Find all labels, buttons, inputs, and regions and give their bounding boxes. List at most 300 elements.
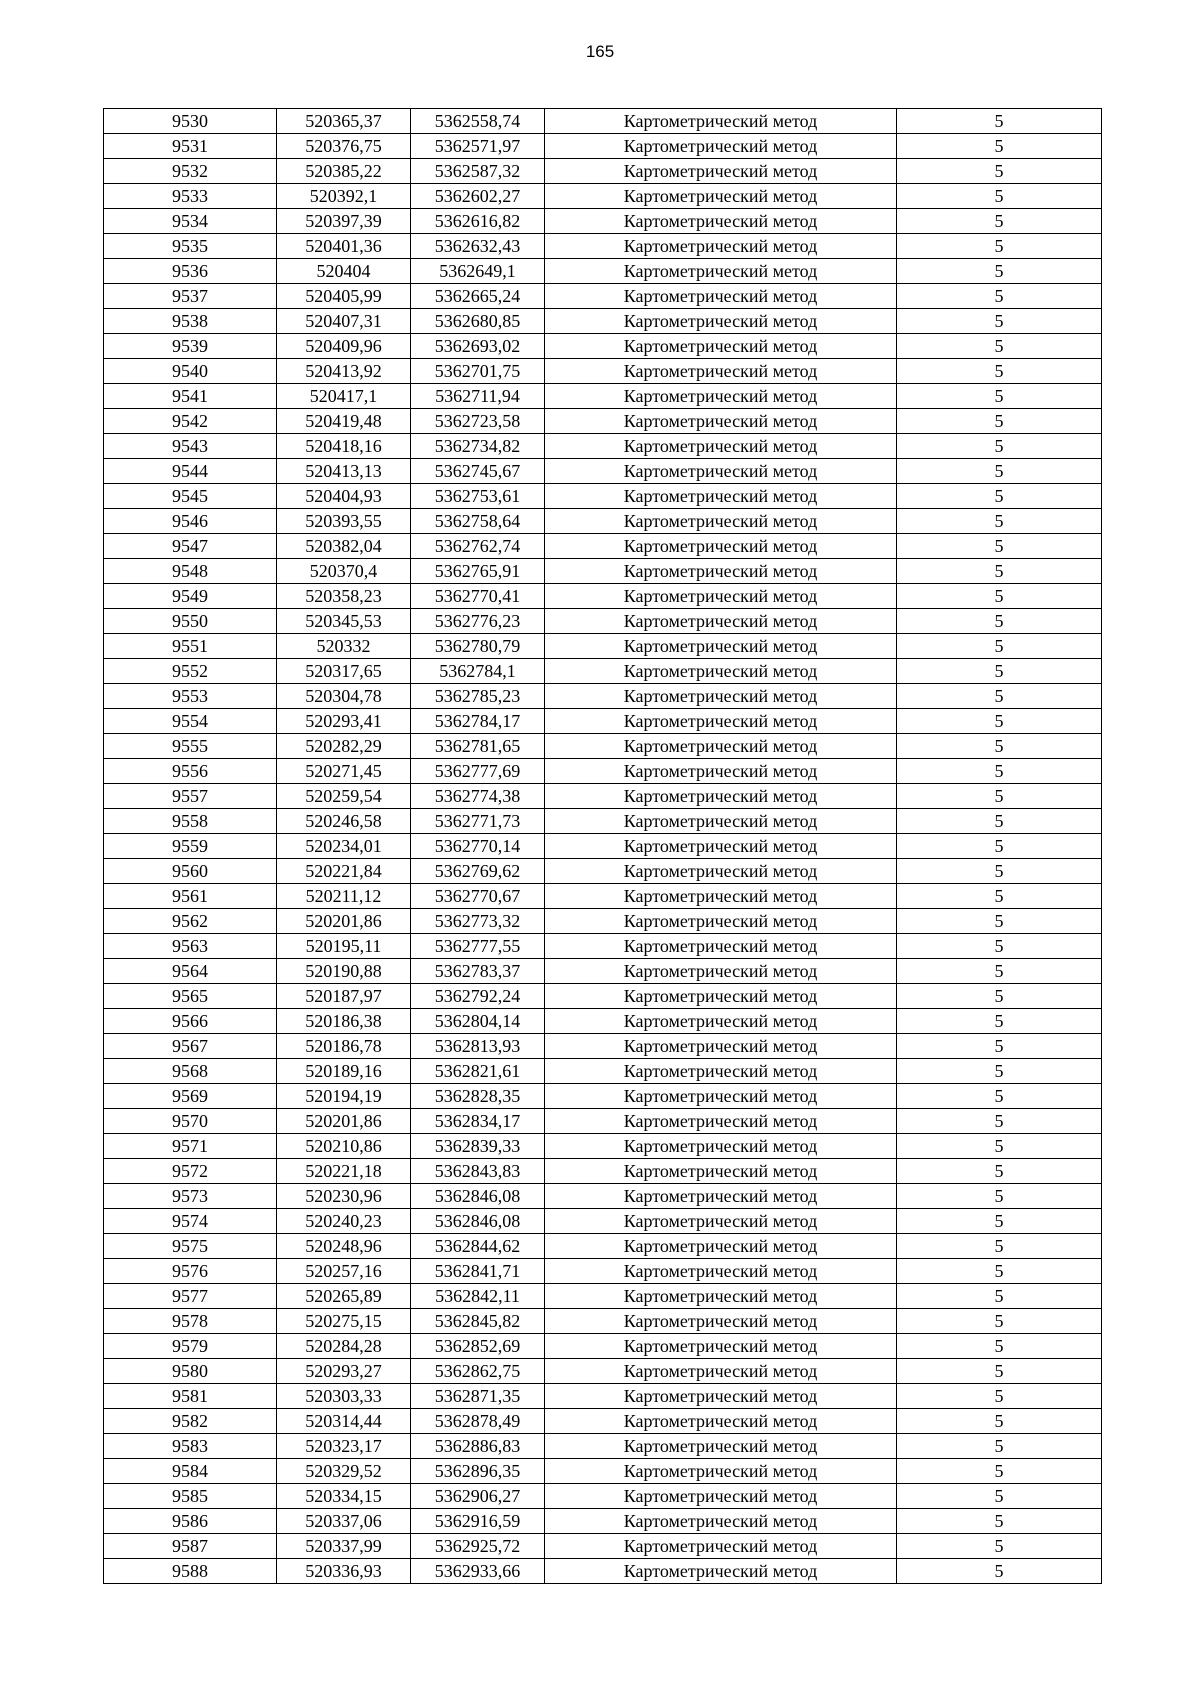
point-number-cell: 9566: [104, 1009, 277, 1034]
x-coordinate-cell: 520334,15: [277, 1484, 411, 1509]
y-coordinate-cell: 5362783,37: [411, 959, 545, 984]
accuracy-cell: 5: [897, 634, 1102, 659]
coordinates-table: [103, 108, 1102, 1584]
x-coordinate-cell: 520407,31: [277, 309, 411, 334]
x-coordinate-cell: 520303,33: [277, 1384, 411, 1409]
table-row: [104, 834, 1102, 859]
y-coordinate-cell: 5362925,72: [411, 1534, 545, 1559]
table-row: [104, 134, 1102, 159]
table-row: [104, 234, 1102, 259]
y-coordinate-cell: 5362842,11: [411, 1284, 545, 1309]
method-cell: Картометрический метод: [545, 309, 897, 334]
accuracy-cell: 5: [897, 1284, 1102, 1309]
accuracy-cell: 5: [897, 1159, 1102, 1184]
table-row: [104, 509, 1102, 534]
point-number-cell: 9583: [104, 1434, 277, 1459]
point-number-cell: 9560: [104, 859, 277, 884]
accuracy-cell: 5: [897, 659, 1102, 684]
table-row: [104, 534, 1102, 559]
accuracy-cell: 5: [897, 859, 1102, 884]
point-number-cell: 9539: [104, 334, 277, 359]
table-row: [104, 159, 1102, 184]
x-coordinate-cell: 520259,54: [277, 784, 411, 809]
accuracy-cell: 5: [897, 1384, 1102, 1409]
table-row: [104, 1434, 1102, 1459]
point-number-cell: 9554: [104, 709, 277, 734]
point-number-cell: 9536: [104, 259, 277, 284]
table-row: [104, 1384, 1102, 1409]
accuracy-cell: 5: [897, 909, 1102, 934]
table-row: [104, 1234, 1102, 1259]
point-number-cell: 9576: [104, 1259, 277, 1284]
method-cell: Картометрический метод: [545, 1109, 897, 1134]
table-row: [104, 609, 1102, 634]
method-cell: Картометрический метод: [545, 1534, 897, 1559]
point-number-cell: 9533: [104, 184, 277, 209]
x-coordinate-cell: 520195,11: [277, 934, 411, 959]
table-row: [104, 284, 1102, 309]
accuracy-cell: 5: [897, 809, 1102, 834]
y-coordinate-cell: 5362896,35: [411, 1459, 545, 1484]
accuracy-cell: 5: [897, 734, 1102, 759]
accuracy-cell: 5: [897, 934, 1102, 959]
point-number-cell: 9563: [104, 934, 277, 959]
point-number-cell: 9565: [104, 984, 277, 1009]
accuracy-cell: 5: [897, 1109, 1102, 1134]
x-coordinate-cell: 520275,15: [277, 1309, 411, 1334]
method-cell: Картометрический метод: [545, 1484, 897, 1509]
table-row: [104, 909, 1102, 934]
point-number-cell: 9549: [104, 584, 277, 609]
y-coordinate-cell: 5362906,27: [411, 1484, 545, 1509]
x-coordinate-cell: 520246,58: [277, 809, 411, 834]
x-coordinate-cell: 520329,52: [277, 1459, 411, 1484]
y-coordinate-cell: 5362745,67: [411, 459, 545, 484]
point-number-cell: 9558: [104, 809, 277, 834]
point-number-cell: 9584: [104, 1459, 277, 1484]
x-coordinate-cell: 520413,92: [277, 359, 411, 384]
table-row: [104, 384, 1102, 409]
y-coordinate-cell: 5362846,08: [411, 1184, 545, 1209]
point-number-cell: 9544: [104, 459, 277, 484]
accuracy-cell: 5: [897, 1534, 1102, 1559]
method-cell: Картометрический метод: [545, 1409, 897, 1434]
table-row: [104, 1109, 1102, 1134]
method-cell: Картометрический метод: [545, 734, 897, 759]
method-cell: Картометрический метод: [545, 559, 897, 584]
method-cell: Картометрический метод: [545, 134, 897, 159]
y-coordinate-cell: 5362680,85: [411, 309, 545, 334]
accuracy-cell: 5: [897, 109, 1102, 134]
table-row: [104, 684, 1102, 709]
x-coordinate-cell: 520409,96: [277, 334, 411, 359]
y-coordinate-cell: 5362571,97: [411, 134, 545, 159]
table-row: [104, 309, 1102, 334]
accuracy-cell: 5: [897, 1009, 1102, 1034]
x-coordinate-cell: 520257,16: [277, 1259, 411, 1284]
accuracy-cell: 5: [897, 334, 1102, 359]
table-row: [104, 434, 1102, 459]
point-number-cell: 9531: [104, 134, 277, 159]
x-coordinate-cell: 520337,06: [277, 1509, 411, 1534]
method-cell: Картометрический метод: [545, 259, 897, 284]
accuracy-cell: 5: [897, 259, 1102, 284]
method-cell: Картометрический метод: [545, 609, 897, 634]
table-row: [104, 1209, 1102, 1234]
x-coordinate-cell: 520314,44: [277, 1409, 411, 1434]
point-number-cell: 9556: [104, 759, 277, 784]
accuracy-cell: 5: [897, 1259, 1102, 1284]
x-coordinate-cell: 520210,86: [277, 1134, 411, 1159]
x-coordinate-cell: 520404,93: [277, 484, 411, 509]
y-coordinate-cell: 5362781,65: [411, 734, 545, 759]
coordinates-table-body: [104, 109, 1102, 1584]
point-number-cell: 9545: [104, 484, 277, 509]
accuracy-cell: 5: [897, 984, 1102, 1009]
accuracy-cell: 5: [897, 709, 1102, 734]
y-coordinate-cell: 5362777,55: [411, 934, 545, 959]
y-coordinate-cell: 5362834,17: [411, 1109, 545, 1134]
method-cell: Картометрический метод: [545, 1259, 897, 1284]
x-coordinate-cell: 520189,16: [277, 1059, 411, 1084]
point-number-cell: 9553: [104, 684, 277, 709]
y-coordinate-cell: 5362843,83: [411, 1159, 545, 1184]
accuracy-cell: 5: [897, 1334, 1102, 1359]
accuracy-cell: 5: [897, 1509, 1102, 1534]
method-cell: Картометрический метод: [545, 234, 897, 259]
x-coordinate-cell: 520323,17: [277, 1434, 411, 1459]
y-coordinate-cell: 5362769,62: [411, 859, 545, 884]
method-cell: Картометрический метод: [545, 884, 897, 909]
y-coordinate-cell: 5362616,82: [411, 209, 545, 234]
table-row: [104, 409, 1102, 434]
method-cell: Картометрический метод: [545, 1359, 897, 1384]
y-coordinate-cell: 5362602,27: [411, 184, 545, 209]
y-coordinate-cell: 5362758,64: [411, 509, 545, 534]
table-row: [104, 1059, 1102, 1084]
y-coordinate-cell: 5362776,23: [411, 609, 545, 634]
table-row: [104, 1009, 1102, 1034]
y-coordinate-cell: 5362770,14: [411, 834, 545, 859]
method-cell: Картометрический метод: [545, 159, 897, 184]
x-coordinate-cell: 520417,1: [277, 384, 411, 409]
method-cell: Картометрический метод: [545, 434, 897, 459]
x-coordinate-cell: 520230,96: [277, 1184, 411, 1209]
point-number-cell: 9530: [104, 109, 277, 134]
y-coordinate-cell: 5362792,24: [411, 984, 545, 1009]
y-coordinate-cell: 5362770,41: [411, 584, 545, 609]
y-coordinate-cell: 5362916,59: [411, 1509, 545, 1534]
x-coordinate-cell: 520376,75: [277, 134, 411, 159]
method-cell: Картометрический метод: [545, 784, 897, 809]
table-row: [104, 1409, 1102, 1434]
table-row: [104, 984, 1102, 1009]
method-cell: Картометрический метод: [545, 1184, 897, 1209]
x-coordinate-cell: 520317,65: [277, 659, 411, 684]
y-coordinate-cell: 5362765,91: [411, 559, 545, 584]
x-coordinate-cell: 520186,78: [277, 1034, 411, 1059]
table-row: [104, 659, 1102, 684]
x-coordinate-cell: 520186,38: [277, 1009, 411, 1034]
y-coordinate-cell: 5362839,33: [411, 1134, 545, 1159]
table-row: [104, 959, 1102, 984]
method-cell: Картометрический метод: [545, 934, 897, 959]
accuracy-cell: 5: [897, 1059, 1102, 1084]
accuracy-cell: 5: [897, 1559, 1102, 1584]
x-coordinate-cell: 520194,19: [277, 1084, 411, 1109]
method-cell: Картометрический метод: [545, 584, 897, 609]
method-cell: Картометрический метод: [545, 509, 897, 534]
y-coordinate-cell: 5362770,67: [411, 884, 545, 909]
method-cell: Картометрический метод: [545, 834, 897, 859]
point-number-cell: 9535: [104, 234, 277, 259]
accuracy-cell: 5: [897, 609, 1102, 634]
table-row: [104, 859, 1102, 884]
point-number-cell: 9574: [104, 1209, 277, 1234]
table-row: [104, 1284, 1102, 1309]
accuracy-cell: 5: [897, 684, 1102, 709]
point-number-cell: 9557: [104, 784, 277, 809]
point-number-cell: 9541: [104, 384, 277, 409]
point-number-cell: 9555: [104, 734, 277, 759]
accuracy-cell: 5: [897, 784, 1102, 809]
x-coordinate-cell: 520293,41: [277, 709, 411, 734]
x-coordinate-cell: 520345,53: [277, 609, 411, 634]
table-row: [104, 259, 1102, 284]
point-number-cell: 9586: [104, 1509, 277, 1534]
point-number-cell: 9571: [104, 1134, 277, 1159]
table-row: [104, 1334, 1102, 1359]
x-coordinate-cell: 520401,36: [277, 234, 411, 259]
y-coordinate-cell: 5362632,43: [411, 234, 545, 259]
method-cell: Картометрический метод: [545, 1459, 897, 1484]
x-coordinate-cell: 520248,96: [277, 1234, 411, 1259]
accuracy-cell: 5: [897, 434, 1102, 459]
point-number-cell: 9570: [104, 1109, 277, 1134]
y-coordinate-cell: 5362665,24: [411, 284, 545, 309]
point-number-cell: 9534: [104, 209, 277, 234]
y-coordinate-cell: 5362649,1: [411, 259, 545, 284]
accuracy-cell: 5: [897, 584, 1102, 609]
table-row: [104, 1559, 1102, 1584]
point-number-cell: 9561: [104, 884, 277, 909]
table-row: [104, 634, 1102, 659]
accuracy-cell: 5: [897, 1134, 1102, 1159]
x-coordinate-cell: 520337,99: [277, 1534, 411, 1559]
y-coordinate-cell: 5362711,94: [411, 384, 545, 409]
table-row: [104, 1134, 1102, 1159]
y-coordinate-cell: 5362828,35: [411, 1084, 545, 1109]
table-row: [104, 484, 1102, 509]
point-number-cell: 9550: [104, 609, 277, 634]
page-number: 165: [585, 42, 615, 61]
table-row: [104, 584, 1102, 609]
table-row: [104, 1159, 1102, 1184]
point-number-cell: 9587: [104, 1534, 277, 1559]
accuracy-cell: 5: [897, 184, 1102, 209]
point-number-cell: 9582: [104, 1409, 277, 1434]
y-coordinate-cell: 5362785,23: [411, 684, 545, 709]
table-row: [104, 1484, 1102, 1509]
x-coordinate-cell: 520187,97: [277, 984, 411, 1009]
accuracy-cell: 5: [897, 959, 1102, 984]
x-coordinate-cell: 520282,29: [277, 734, 411, 759]
method-cell: Картометрический метод: [545, 634, 897, 659]
table-row: [104, 884, 1102, 909]
point-number-cell: 9568: [104, 1059, 277, 1084]
method-cell: Картометрический метод: [545, 184, 897, 209]
accuracy-cell: 5: [897, 534, 1102, 559]
accuracy-cell: 5: [897, 1409, 1102, 1434]
x-coordinate-cell: 520419,48: [277, 409, 411, 434]
y-coordinate-cell: 5362771,73: [411, 809, 545, 834]
x-coordinate-cell: 520336,93: [277, 1559, 411, 1584]
point-number-cell: 9547: [104, 534, 277, 559]
method-cell: Картометрический метод: [545, 809, 897, 834]
accuracy-cell: 5: [897, 509, 1102, 534]
accuracy-cell: 5: [897, 309, 1102, 334]
point-number-cell: 9572: [104, 1159, 277, 1184]
point-number-cell: 9548: [104, 559, 277, 584]
table-row: [104, 1359, 1102, 1384]
method-cell: Картометрический метод: [545, 334, 897, 359]
table-row: [104, 1509, 1102, 1534]
x-coordinate-cell: 520201,86: [277, 1109, 411, 1134]
y-coordinate-cell: 5362846,08: [411, 1209, 545, 1234]
accuracy-cell: 5: [897, 1359, 1102, 1384]
y-coordinate-cell: 5362862,75: [411, 1359, 545, 1384]
point-number-cell: 9575: [104, 1234, 277, 1259]
table-row: [104, 784, 1102, 809]
point-number-cell: 9581: [104, 1384, 277, 1409]
y-coordinate-cell: 5362774,38: [411, 784, 545, 809]
x-coordinate-cell: 520358,23: [277, 584, 411, 609]
accuracy-cell: 5: [897, 559, 1102, 584]
point-number-cell: 9585: [104, 1484, 277, 1509]
accuracy-cell: 5: [897, 134, 1102, 159]
table-row: [104, 734, 1102, 759]
table-row: [104, 459, 1102, 484]
x-coordinate-cell: 520284,28: [277, 1334, 411, 1359]
table-row: [104, 1184, 1102, 1209]
table-row: [104, 1084, 1102, 1109]
y-coordinate-cell: 5362813,93: [411, 1034, 545, 1059]
point-number-cell: 9588: [104, 1559, 277, 1584]
x-coordinate-cell: 520240,23: [277, 1209, 411, 1234]
method-cell: Картометрический метод: [545, 384, 897, 409]
accuracy-cell: 5: [897, 1084, 1102, 1109]
point-number-cell: 9537: [104, 284, 277, 309]
accuracy-cell: 5: [897, 759, 1102, 784]
point-number-cell: 9532: [104, 159, 277, 184]
y-coordinate-cell: 5362886,83: [411, 1434, 545, 1459]
accuracy-cell: 5: [897, 484, 1102, 509]
point-number-cell: 9546: [104, 509, 277, 534]
y-coordinate-cell: 5362762,74: [411, 534, 545, 559]
method-cell: Картометрический метод: [545, 284, 897, 309]
accuracy-cell: 5: [897, 1309, 1102, 1334]
x-coordinate-cell: 520221,84: [277, 859, 411, 884]
y-coordinate-cell: 5362734,82: [411, 434, 545, 459]
y-coordinate-cell: 5362693,02: [411, 334, 545, 359]
method-cell: Картометрический метод: [545, 459, 897, 484]
x-coordinate-cell: 520405,99: [277, 284, 411, 309]
point-number-cell: 9573: [104, 1184, 277, 1209]
point-number-cell: 9564: [104, 959, 277, 984]
y-coordinate-cell: 5362871,35: [411, 1384, 545, 1409]
x-coordinate-cell: 520234,01: [277, 834, 411, 859]
table-row: [104, 1459, 1102, 1484]
x-coordinate-cell: 520271,45: [277, 759, 411, 784]
y-coordinate-cell: 5362701,75: [411, 359, 545, 384]
x-coordinate-cell: 520404: [277, 259, 411, 284]
y-coordinate-cell: 5362878,49: [411, 1409, 545, 1434]
method-cell: Картометрический метод: [545, 534, 897, 559]
x-coordinate-cell: 520293,27: [277, 1359, 411, 1384]
accuracy-cell: 5: [897, 1484, 1102, 1509]
table-row: [104, 934, 1102, 959]
point-number-cell: 9540: [104, 359, 277, 384]
method-cell: Картометрический метод: [545, 659, 897, 684]
point-number-cell: 9542: [104, 409, 277, 434]
x-coordinate-cell: 520418,16: [277, 434, 411, 459]
x-coordinate-cell: 520221,18: [277, 1159, 411, 1184]
y-coordinate-cell: 5362780,79: [411, 634, 545, 659]
x-coordinate-cell: 520413,13: [277, 459, 411, 484]
method-cell: Картометрический метод: [545, 1234, 897, 1259]
table-row: [104, 709, 1102, 734]
y-coordinate-cell: 5362845,82: [411, 1309, 545, 1334]
y-coordinate-cell: 5362852,69: [411, 1334, 545, 1359]
table-row: [104, 1259, 1102, 1284]
method-cell: Картометрический метод: [545, 1034, 897, 1059]
x-coordinate-cell: 520265,89: [277, 1284, 411, 1309]
method-cell: Картометрический метод: [545, 1134, 897, 1159]
point-number-cell: 9567: [104, 1034, 277, 1059]
point-number-cell: 9569: [104, 1084, 277, 1109]
accuracy-cell: 5: [897, 409, 1102, 434]
y-coordinate-cell: 5362723,58: [411, 409, 545, 434]
x-coordinate-cell: 520304,78: [277, 684, 411, 709]
method-cell: Картометрический метод: [545, 1084, 897, 1109]
table-row: [104, 559, 1102, 584]
table-row: [104, 334, 1102, 359]
accuracy-cell: 5: [897, 359, 1102, 384]
y-coordinate-cell: 5362804,14: [411, 1009, 545, 1034]
method-cell: Картометрический метод: [545, 1284, 897, 1309]
accuracy-cell: 5: [897, 1434, 1102, 1459]
method-cell: Картометрический метод: [545, 684, 897, 709]
table-row: [104, 1309, 1102, 1334]
method-cell: Картометрический метод: [545, 359, 897, 384]
y-coordinate-cell: 5362784,1: [411, 659, 545, 684]
accuracy-cell: 5: [897, 1459, 1102, 1484]
x-coordinate-cell: 520211,12: [277, 884, 411, 909]
y-coordinate-cell: 5362821,61: [411, 1059, 545, 1084]
method-cell: Картометрический метод: [545, 959, 897, 984]
method-cell: Картометрический метод: [545, 1059, 897, 1084]
point-number-cell: 9559: [104, 834, 277, 859]
method-cell: Картометрический метод: [545, 1384, 897, 1409]
method-cell: Картометрический метод: [545, 859, 897, 884]
method-cell: Картометрический метод: [545, 709, 897, 734]
x-coordinate-cell: 520332: [277, 634, 411, 659]
method-cell: Картометрический метод: [545, 1509, 897, 1534]
method-cell: Картометрический метод: [545, 409, 897, 434]
method-cell: Картометрический метод: [545, 1559, 897, 1584]
method-cell: Картометрический метод: [545, 484, 897, 509]
point-number-cell: 9552: [104, 659, 277, 684]
